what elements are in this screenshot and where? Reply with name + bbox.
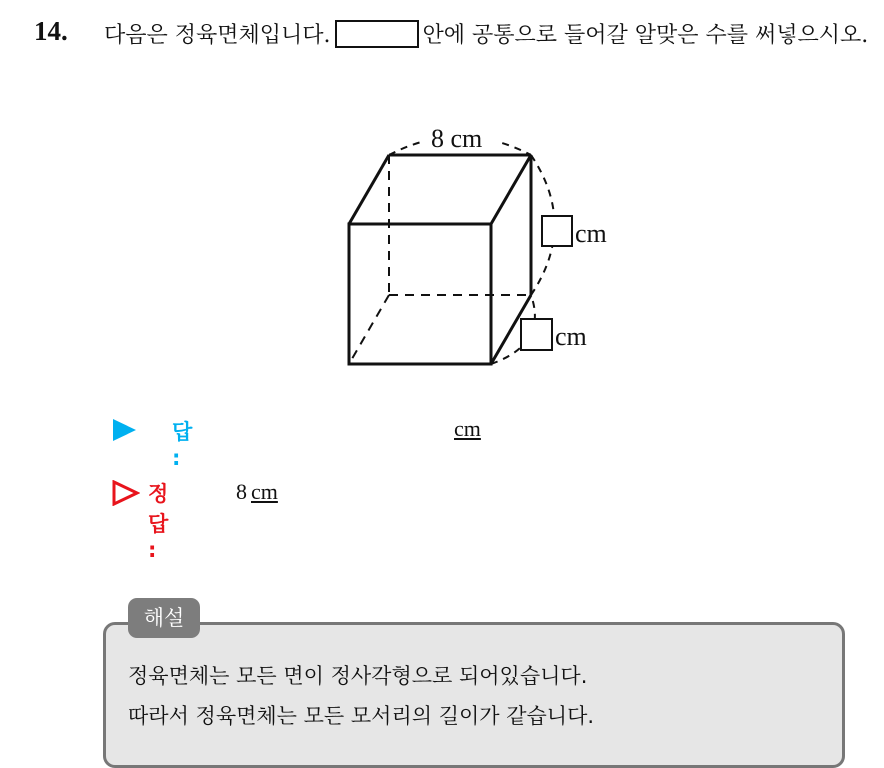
- bottom-edge-blank-box: [521, 319, 552, 350]
- explanation-tag: 해설: [128, 598, 200, 638]
- right-edge-unit: cm: [575, 219, 607, 248]
- question-text-before: 다음은 정육면체입니다.: [104, 23, 331, 48]
- answer-blank-box: [335, 20, 419, 48]
- explanation-box: [103, 622, 845, 768]
- answer-unit: cm: [454, 416, 481, 441]
- correct-answer-unit: cm: [251, 479, 278, 504]
- answer-label: 답 :: [172, 420, 193, 470]
- question-text: [104, 18, 874, 54]
- question-number: 14.: [34, 16, 68, 46]
- correct-answer-value: 8: [236, 479, 247, 504]
- top-edge-label: 8 cm: [431, 124, 483, 153]
- hidden-edges: [349, 155, 531, 364]
- cube-figure: [330, 118, 630, 378]
- explanation-line-2: 따라서 정육면체는 모든 모서리의 길이가 같습니다.: [128, 704, 595, 728]
- play-marker-icon: [112, 418, 138, 442]
- bottom-edge-unit: cm: [555, 322, 587, 351]
- explanation-line-1: 정육면체는 모든 면이 정사각형으로 되어있습니다.: [128, 664, 588, 688]
- correct-answer-label: 정답 :: [148, 482, 169, 562]
- question-text-after: 안에 공통으로 들어갈 알맞은 수를 써넣으시오.: [422, 23, 869, 48]
- outline-play-marker-icon: [112, 480, 140, 506]
- right-edge-blank-box: [542, 216, 572, 246]
- visible-edges: [349, 155, 531, 364]
